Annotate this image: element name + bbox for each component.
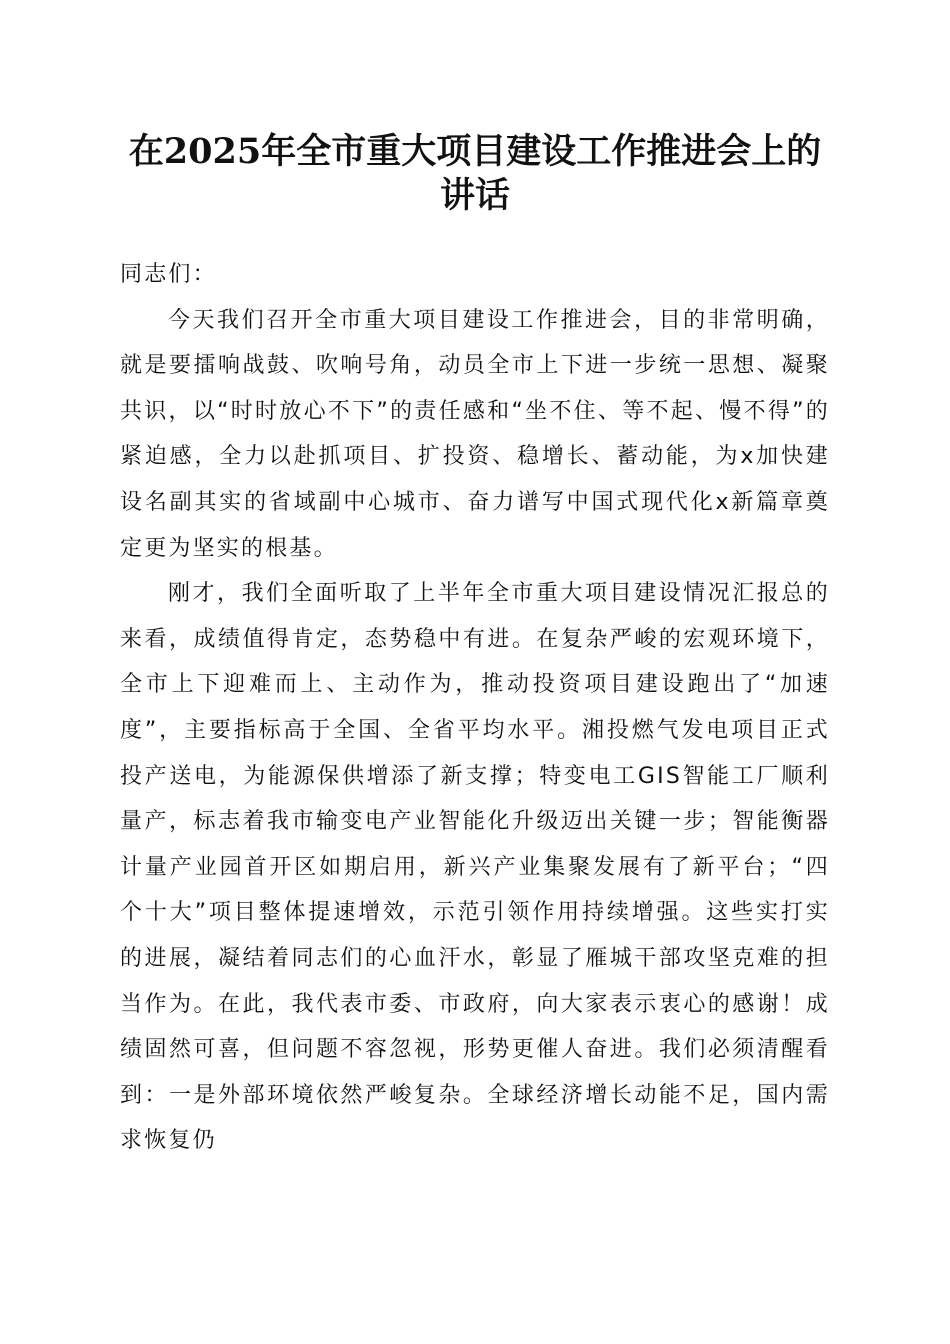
- document-body: [120, 252, 830, 1164]
- title-line-1: 在2025年全市重大项目建设工作推进会上的: [128, 131, 822, 172]
- paragraph-review: 刚才，我们全面听取了上半年全市重大项目建设情况汇报总的来看，成绩值得肯定，态势稳中有进。在复杂严峻的宏观环境下，全市上下迎难而上、主动作为，推动投资项目建设跑出了“加速度”，主要指标高于全国、全省平均水平。湘投燃气发电项目正式投产送电，为能源保供增添了新支撑；特变电工GIS智能工厂顺利量产，标志着我市输变电产业智能化升级迈出关键一步；智能衡器计量产业园首开区如期启用，新兴产业集聚发展有了新平台；“四个十大”项目整体提速增效，示范引领作用持续增强。这些实打实的进展，凝结着同志们的心血汗水，彰显了雁城干部攻坚克难的担当作为。在此，我代表市委、市政府，向大家表示衷心的感谢！成绩固然可喜，但问题不容忽视，形势更催人奋进。我们必须清醒看到：一是外部环境依然严峻复杂。全球经济增长动能不足，国内需求恢复仍: [120, 581, 830, 1154]
- salutation: 同志们：: [120, 262, 217, 287]
- paragraph-opening: 今天我们召开全市重大项目建设工作推进会，目的非常明确，就是要擂响战鼓、吹响号角，动员全市上下进一步统一思想、凝聚共识，以“时时放心不下”的责任感和“坐不住、等不起、慢不得”的紧迫感，全力以赴抓项目、扩投资、稳增长、蓄动能，为x加快建设名副其实的省域副中心城市、奋力谱写中国式现代化x新篇章奠定更为坚实的根基。: [120, 307, 830, 561]
- title-line-2: 讲话: [439, 175, 510, 216]
- document-title: [100, 130, 850, 218]
